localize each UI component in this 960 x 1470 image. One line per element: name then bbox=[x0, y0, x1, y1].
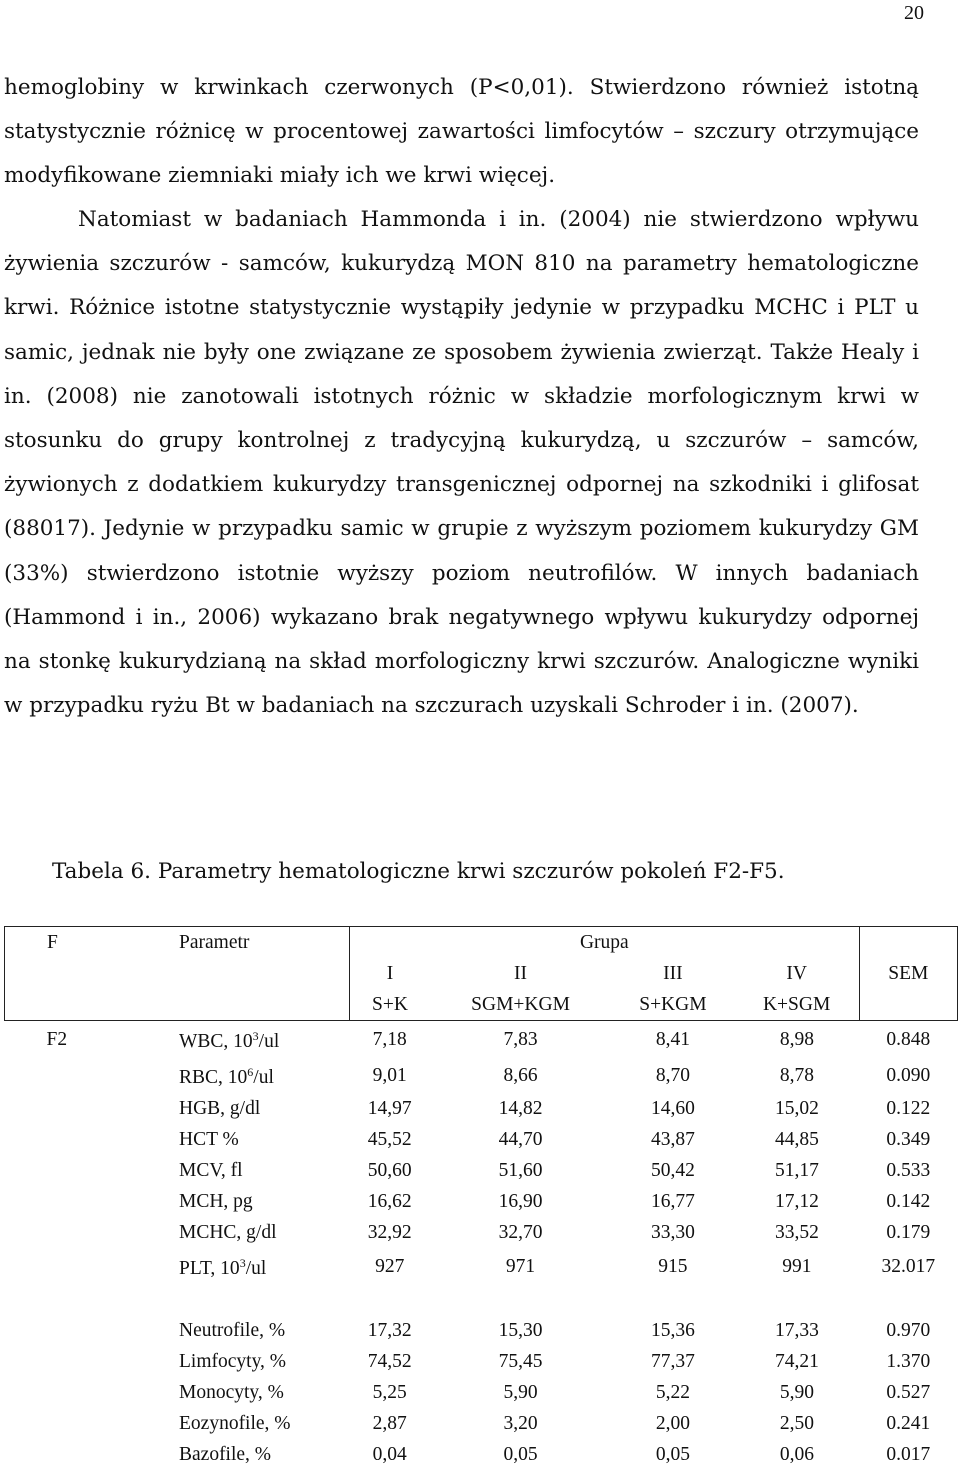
sem-cell: 0.241 bbox=[886, 1413, 931, 1434]
value-cell: 32,70 bbox=[498, 1222, 543, 1243]
value-cell: 74,21 bbox=[774, 1351, 819, 1372]
value-cell: 2,50 bbox=[779, 1413, 814, 1434]
value-cell: 33,52 bbox=[774, 1222, 819, 1243]
value-cell: 17,33 bbox=[774, 1320, 819, 1341]
value-cell: 2,87 bbox=[372, 1413, 407, 1434]
value-cell: 74,52 bbox=[367, 1351, 412, 1372]
param-cell: MCH, pg bbox=[179, 1191, 253, 1212]
group-num: IV bbox=[735, 958, 859, 989]
table-spacer-row bbox=[5, 1284, 958, 1315]
value-cell: 15,02 bbox=[774, 1098, 819, 1119]
value-cell: 50,60 bbox=[367, 1160, 412, 1181]
value-cell: 971 bbox=[505, 1255, 536, 1277]
table-caption: Tabela 6. Parametry hematologiczne krwi szczurów pokoleń F2-F5. bbox=[52, 859, 785, 884]
header-sem: SEM bbox=[859, 958, 957, 989]
param-cell: RBC, $10^6/ul$ bbox=[179, 1065, 274, 1088]
group-num: III bbox=[663, 963, 683, 984]
value-cell: 17,32 bbox=[367, 1320, 412, 1341]
value-cell: 75,45 bbox=[498, 1351, 543, 1372]
sem-cell: 0.179 bbox=[886, 1222, 931, 1243]
group-num: I bbox=[350, 958, 430, 989]
param-cell: WBC, $10^3/ul$ bbox=[179, 1029, 280, 1052]
sem-cell: 1.370 bbox=[886, 1351, 931, 1372]
value-cell: 0,06 bbox=[779, 1444, 814, 1465]
value-cell: 50,42 bbox=[650, 1160, 695, 1181]
table-row bbox=[5, 1057, 958, 1093]
param-cell: Neutrofile, % bbox=[179, 1320, 286, 1341]
value-cell: 5,25 bbox=[372, 1382, 407, 1403]
param-cell: HGB, g/dl bbox=[179, 1098, 261, 1119]
value-cell: 15,36 bbox=[650, 1320, 695, 1341]
group-name: SGM+KGM bbox=[430, 989, 611, 1021]
sem-cell: 0.349 bbox=[886, 1129, 931, 1150]
table-row bbox=[5, 1217, 958, 1248]
table-row bbox=[5, 1021, 958, 1058]
value-cell: 14,82 bbox=[498, 1098, 543, 1119]
value-cell: 2,00 bbox=[655, 1413, 690, 1434]
param-cell: MCHC, g/dl bbox=[179, 1222, 277, 1243]
value-cell: 9,01 bbox=[372, 1064, 407, 1086]
group-name: K+SGM bbox=[735, 989, 859, 1021]
group-name: S+KGM bbox=[611, 989, 735, 1021]
value-cell: 8,98 bbox=[779, 1028, 814, 1050]
table-row bbox=[5, 1408, 958, 1439]
param-cell: Bazofile, % bbox=[179, 1444, 272, 1465]
value-cell: 8,41 bbox=[655, 1028, 690, 1050]
value-cell: 33,30 bbox=[650, 1222, 695, 1243]
sem-cell: 0.848 bbox=[886, 1028, 931, 1050]
param-cell: Limfocyty, % bbox=[179, 1351, 287, 1372]
paragraph-1: hemoglobiny w krwinkach czerwonych (P<0,01). Stwierdzono również istotną statystycznie różnicę w procentowej zawartości limfocytów – szczury otrzymujące modyfikowane ziemniaki miały ich we krwi więcej. bbox=[4, 75, 919, 189]
sem-cell: 0.090 bbox=[886, 1064, 931, 1086]
value-cell: 915 bbox=[658, 1255, 688, 1277]
value-cell: 8,66 bbox=[503, 1064, 538, 1086]
value-cell: 32,92 bbox=[367, 1222, 412, 1243]
header-sem-top bbox=[859, 927, 957, 959]
table-row bbox=[5, 1248, 958, 1284]
sem-cell: 32.017 bbox=[881, 1255, 936, 1277]
sem-cell: 0.017 bbox=[886, 1444, 931, 1465]
value-cell: 991 bbox=[782, 1255, 812, 1277]
table-row bbox=[5, 1093, 958, 1124]
table-row bbox=[5, 1186, 958, 1217]
sem-cell: 0.527 bbox=[886, 1382, 931, 1403]
value-cell: 16,77 bbox=[650, 1191, 695, 1212]
value-cell: 0,05 bbox=[655, 1444, 690, 1465]
value-cell: 17,12 bbox=[774, 1191, 819, 1212]
param-cell: Eozynofile, % bbox=[179, 1413, 291, 1434]
header-f: F bbox=[5, 927, 150, 959]
table-row bbox=[5, 1124, 958, 1155]
value-cell: 45,52 bbox=[367, 1129, 412, 1150]
value-cell: 51,60 bbox=[498, 1160, 543, 1181]
header-grupa: Grupa bbox=[350, 927, 860, 959]
value-cell: 0,05 bbox=[503, 1444, 538, 1465]
param-cell: HCT % bbox=[179, 1129, 239, 1150]
value-cell: 16,62 bbox=[367, 1191, 412, 1212]
group-num: II bbox=[514, 963, 528, 984]
sem-cell: 0.970 bbox=[886, 1320, 931, 1341]
table-header-row-1 bbox=[5, 927, 958, 959]
table-row bbox=[5, 1346, 958, 1377]
param-cell: PLT, $10^3/ul$ bbox=[179, 1256, 267, 1279]
value-cell: 5,90 bbox=[779, 1382, 814, 1403]
table-row bbox=[5, 1315, 958, 1346]
value-cell: 43,87 bbox=[650, 1129, 695, 1150]
value-cell: 51,17 bbox=[774, 1160, 819, 1181]
hematology-table bbox=[4, 926, 958, 1470]
value-cell: 77,37 bbox=[650, 1351, 695, 1372]
table-header-row-3 bbox=[5, 989, 958, 1021]
f-label: F2 bbox=[46, 1028, 68, 1050]
group-name: S+K bbox=[350, 989, 430, 1021]
value-cell: 5,90 bbox=[503, 1382, 538, 1403]
value-cell: 3,20 bbox=[503, 1413, 538, 1434]
param-cell: Monocyty, % bbox=[179, 1382, 284, 1403]
value-cell: 44,85 bbox=[774, 1129, 819, 1150]
value-cell: 927 bbox=[375, 1255, 405, 1277]
value-cell: 15,30 bbox=[498, 1320, 543, 1341]
value-cell: 8,70 bbox=[655, 1064, 690, 1086]
value-cell: 7,18 bbox=[372, 1028, 407, 1050]
value-cell: 7,83 bbox=[503, 1028, 538, 1050]
value-cell: 5,22 bbox=[655, 1382, 690, 1403]
param-cell: MCV, fl bbox=[179, 1160, 243, 1181]
value-cell: 0,04 bbox=[372, 1444, 407, 1465]
paragraph-2: Natomiast w badaniach Hammonda i in. (2004) nie stwierdzono wpływu żywienia szczurów - samców, kukurydzą MON 810 na parametry hematologiczne krwi. Różnice istotne statystycznie wystąpiły jedynie w przypadku MCHC i PLT u samic, jednak nie były one związane ze sposobem żywienia zwierząt. Także Healy i in. (2008) nie zanotowali istotnych różnic w składzie morfologicznym krwi w stosunku do grupy kontrolnej z tradycyjną kukurydzą, u szczurów – samców, żywionych z dodatkiem kukurydzy transgenicznej odpornej na szkodniki i glifosat (88017). Jedynie w przypadku samic w grupie z wyższym poziomem kukurydzy GM (33%) stwierdzono istotnie wyższy poziom neutrofilów. W innych badaniach (Hammond i in., 2006) wykazano brak negatywnego wpływu kukurydzy odpornej na stonkę kukurydzianą na skład morfologiczny krwi szczurów. Analogiczne wyniki w przypadku ryżu Bt w badaniach na szczurach uzyskali Schroder i in. (2007). bbox=[4, 207, 919, 719]
sem-cell: 0.533 bbox=[886, 1160, 931, 1181]
sem-cell: 0.122 bbox=[886, 1098, 931, 1119]
value-cell: 14,60 bbox=[650, 1098, 695, 1119]
table-row bbox=[5, 1377, 958, 1408]
header-parametr: Parametr bbox=[149, 927, 350, 959]
table-header-row-2 bbox=[5, 958, 958, 989]
table-row bbox=[5, 1155, 958, 1186]
value-cell: 8,78 bbox=[779, 1064, 814, 1086]
value-cell: 44,70 bbox=[498, 1129, 543, 1150]
value-cell: 16,90 bbox=[498, 1191, 543, 1212]
value-cell: 14,97 bbox=[367, 1098, 412, 1119]
table-row bbox=[5, 1439, 958, 1470]
page-number: 20 bbox=[904, 2, 924, 24]
sem-cell: 0.142 bbox=[886, 1191, 931, 1212]
